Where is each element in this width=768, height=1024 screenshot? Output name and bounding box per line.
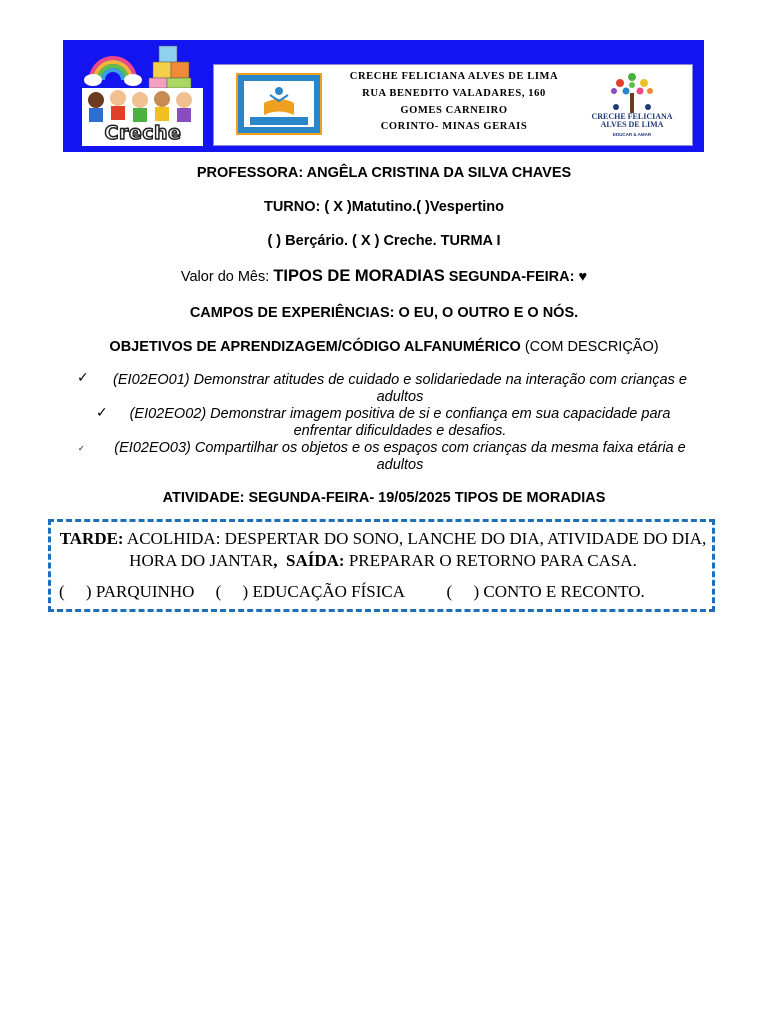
- list-item: [80, 440, 720, 473]
- tree-logo-tagline: EDUCAR & AMAR: [612, 132, 652, 137]
- saida-label: SAÍDA:: [286, 550, 345, 570]
- tree-logo-icon: [580, 69, 684, 141]
- saida-text: PREPARAR O RETORNO PARA CASA.: [344, 550, 637, 570]
- objective-text: enfrentar dificuldades e desafios.: [293, 422, 507, 439]
- creche-logo: [81, 42, 205, 146]
- objective-text: adultos: [376, 388, 424, 405]
- tarde-activities: ACOLHIDA: DESPERTAR DO SONO, LANCHE DO DIA, ATIVIDADE DO DIA, HORA DO JANTAR: [123, 529, 707, 570]
- valor-day: SEGUNDA-FEIRA: ♥: [444, 269, 588, 285]
- list-item: [80, 372, 720, 405]
- address-line: RUA BENEDITO VALADARES, 160: [362, 87, 546, 99]
- address-line: CRECHE FELICIANA ALVES DE LIMA: [349, 71, 559, 82]
- turno-line: TURNO: ( X )Matutino.( )Vespertino: [263, 199, 505, 215]
- atividade-line: ATIVIDADE: SEGUNDA-FEIRA- 19/05/2025 TIPOS DE MORADIAS: [162, 490, 606, 506]
- turma-line: ( ) Berçário. ( X ) Creche. TURMA I: [267, 233, 501, 249]
- objetivos-title-line: [0, 339, 768, 355]
- tarde-comma: ,: [273, 550, 278, 570]
- address-line: GOMES CARNEIRO: [400, 104, 508, 116]
- valor-do-mes-line: [0, 267, 768, 286]
- book-person-icon: [244, 81, 314, 127]
- school-header-card: [213, 64, 693, 146]
- education-seal-logo: [236, 73, 322, 135]
- check-icon: ✓: [77, 370, 89, 386]
- tarde-options: ( ) PARQUINHO ( ) EDUCAÇÃO FÍSICA ( ) CONTO E RECONTO.: [59, 582, 645, 601]
- objetivos-suffix: (COM DESCRIÇÃO): [520, 339, 659, 355]
- valor-label: Valor do Mês:: [180, 269, 274, 285]
- valor-theme: TIPOS DE MORADIAS: [273, 267, 445, 285]
- objetivos-title: OBJETIVOS DE APRENDIZAGEM/CÓDIGO ALFANUMÉRICO: [109, 339, 521, 355]
- campos-line: CAMPOS DE EXPERIÊNCIAS: O EU, O OUTRO E O NÓS.: [189, 305, 579, 321]
- tarde-label: TARDE:: [59, 529, 124, 548]
- check-icon: ✓: [96, 405, 108, 421]
- school-address: [332, 69, 576, 136]
- objective-text: (EI02EO02) Demonstrar imagem positiva de si e confiança em sua capacidade para: [129, 406, 671, 422]
- objective-text: (EI02EO01) Demonstrar atitudes de cuidado e solidariedade na interação com crianças e: [113, 372, 687, 388]
- objective-text: (EI02EO03) Compartilhar os objetos e os espaços com crianças da mesma faixa etária e: [114, 440, 686, 456]
- check-icon: ✓: [78, 444, 85, 453]
- address-line: CORINTO- MINAS GERAIS: [380, 121, 528, 133]
- header-banner: [63, 40, 704, 152]
- professora-line: PROFESSORA: ANGÊLA CRISTINA DA SILVA CHAVES: [196, 165, 572, 181]
- tree-logo-name: CRECHE FELICIANA ALVES DE LIMA: [591, 112, 673, 129]
- tarde-text: [57, 528, 709, 571]
- list-item: [80, 406, 720, 439]
- creche-logo-word: Creche: [104, 122, 182, 144]
- tarde-box: [48, 519, 715, 612]
- objective-text: adultos: [376, 456, 424, 473]
